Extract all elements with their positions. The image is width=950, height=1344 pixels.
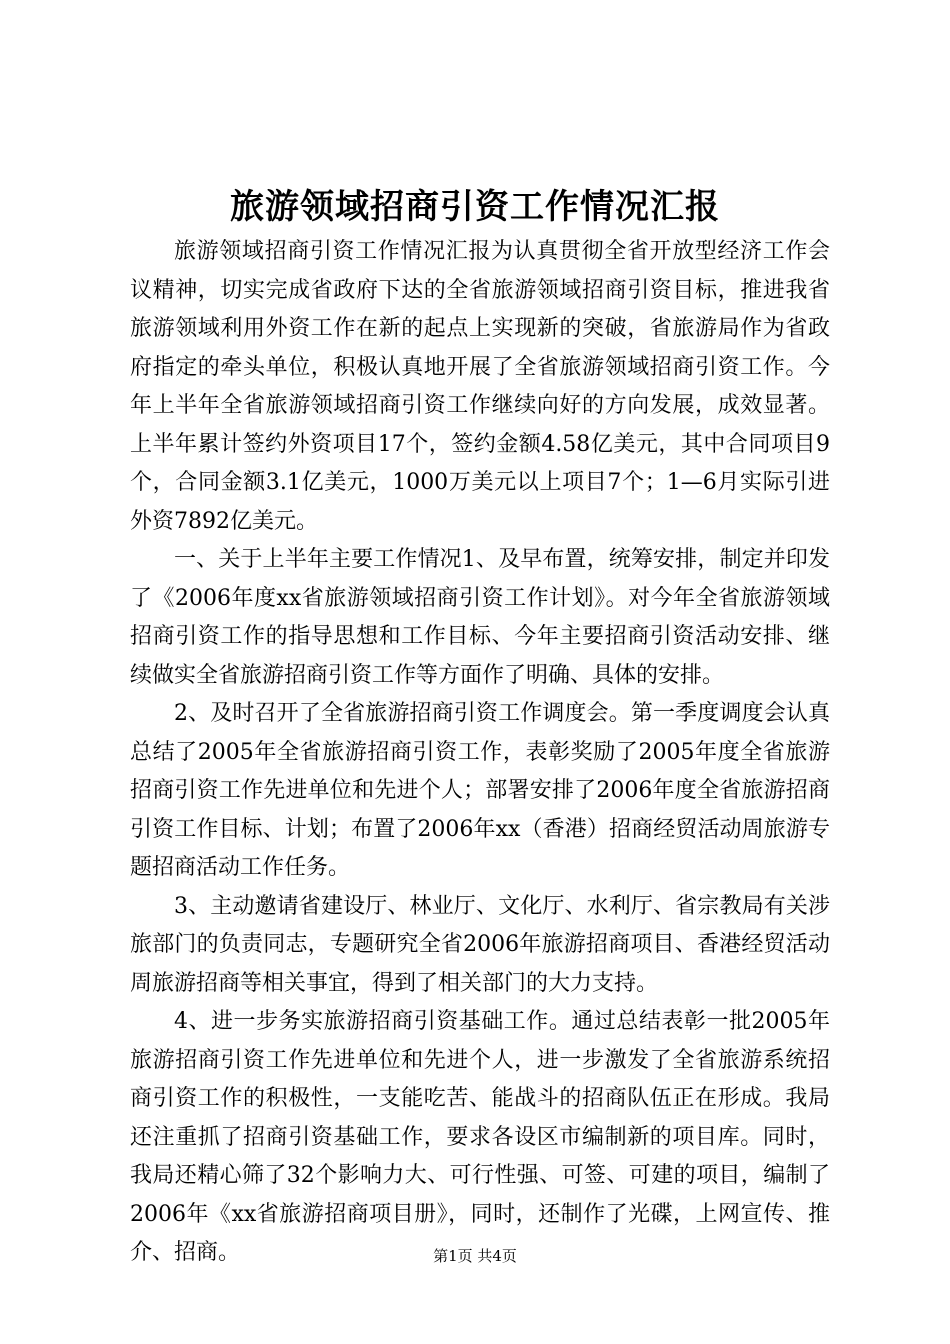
document-title: 旅游领域招商引资工作情况汇报 <box>230 187 720 227</box>
paragraph-item-4: 4、进一步务实旅游招商引资基础工作。通过总结表彰一批2005年旅游招商引资工作先进单位和先进个人，进一步激发了全省旅游系统招商引资工作的积极性，一支能吃苦、能战斗的招商队伍正在形成。我局还注重抓了招商引资基础工作，要求各设区市编制新的项目库。同时，我局还精心筛了32个影响力大、可行性强、可签、可建的项目，编制了2006年《xx省旅游招商项目册》，同时，还制作了光碟，上网宣传、推介、招商。 <box>130 1009 830 1265</box>
document-body <box>130 233 830 1273</box>
paragraph-item-2: 2、及时召开了全省旅游招商引资工作调度会。第一季度调度会认真总结了2005年全省旅游招商引资工作，表彰奖励了2005年度全省旅游招商引资工作先进单位和先进个人；部署安排了2006年度全省旅游招商引资工作目标、计划；布置了2006年xx（香港）招商经贸活动周旅游专题招商活动工作任务。 <box>130 701 830 880</box>
paragraph-intro: 旅游领域招商引资工作情况汇报为认真贯彻全省开放型经济工作会议精神，切实完成省政府下达的全省旅游领域招商引资目标，推进我省旅游领域利用外资工作在新的起点上实现新的突破，省旅游局作为省政府指定的牵头单位，积极认真地开展了全省旅游领域招商引资工作。今年上半年全省旅游领域招商引资工作继续向好的方向发展，成效显著。上半年累计签约外资项目17个，签约金额4.58亿美元，其中合同项目9个，合同金额3.1亿美元，1000万美元以上项目7个；1—6月实际引进外资7892亿美元。 <box>130 239 830 534</box>
paragraph-section-1: 一、关于上半年主要工作情况1、及早布置，统筹安排，制定并印发了《2006年度xx省旅游领域招商引资工作计划》。对今年全省旅游领域招商引资工作的指导思想和工作目标、今年主要招商引资活动安排、继续做实全省旅游招商引资工作等方面作了明确、具体的安排。 <box>130 547 830 688</box>
page-footer: 第1页 共4页 <box>433 1247 517 1265</box>
paragraph-item-3: 3、主动邀请省建设厅、林业厅、文化厅、水利厅、省宗教局有关涉旅部门的负责同志，专题研究全省2006年旅游招商项目、香港经贸活动周旅游招商等相关事宜，得到了相关部门的大力支持。 <box>130 893 830 996</box>
